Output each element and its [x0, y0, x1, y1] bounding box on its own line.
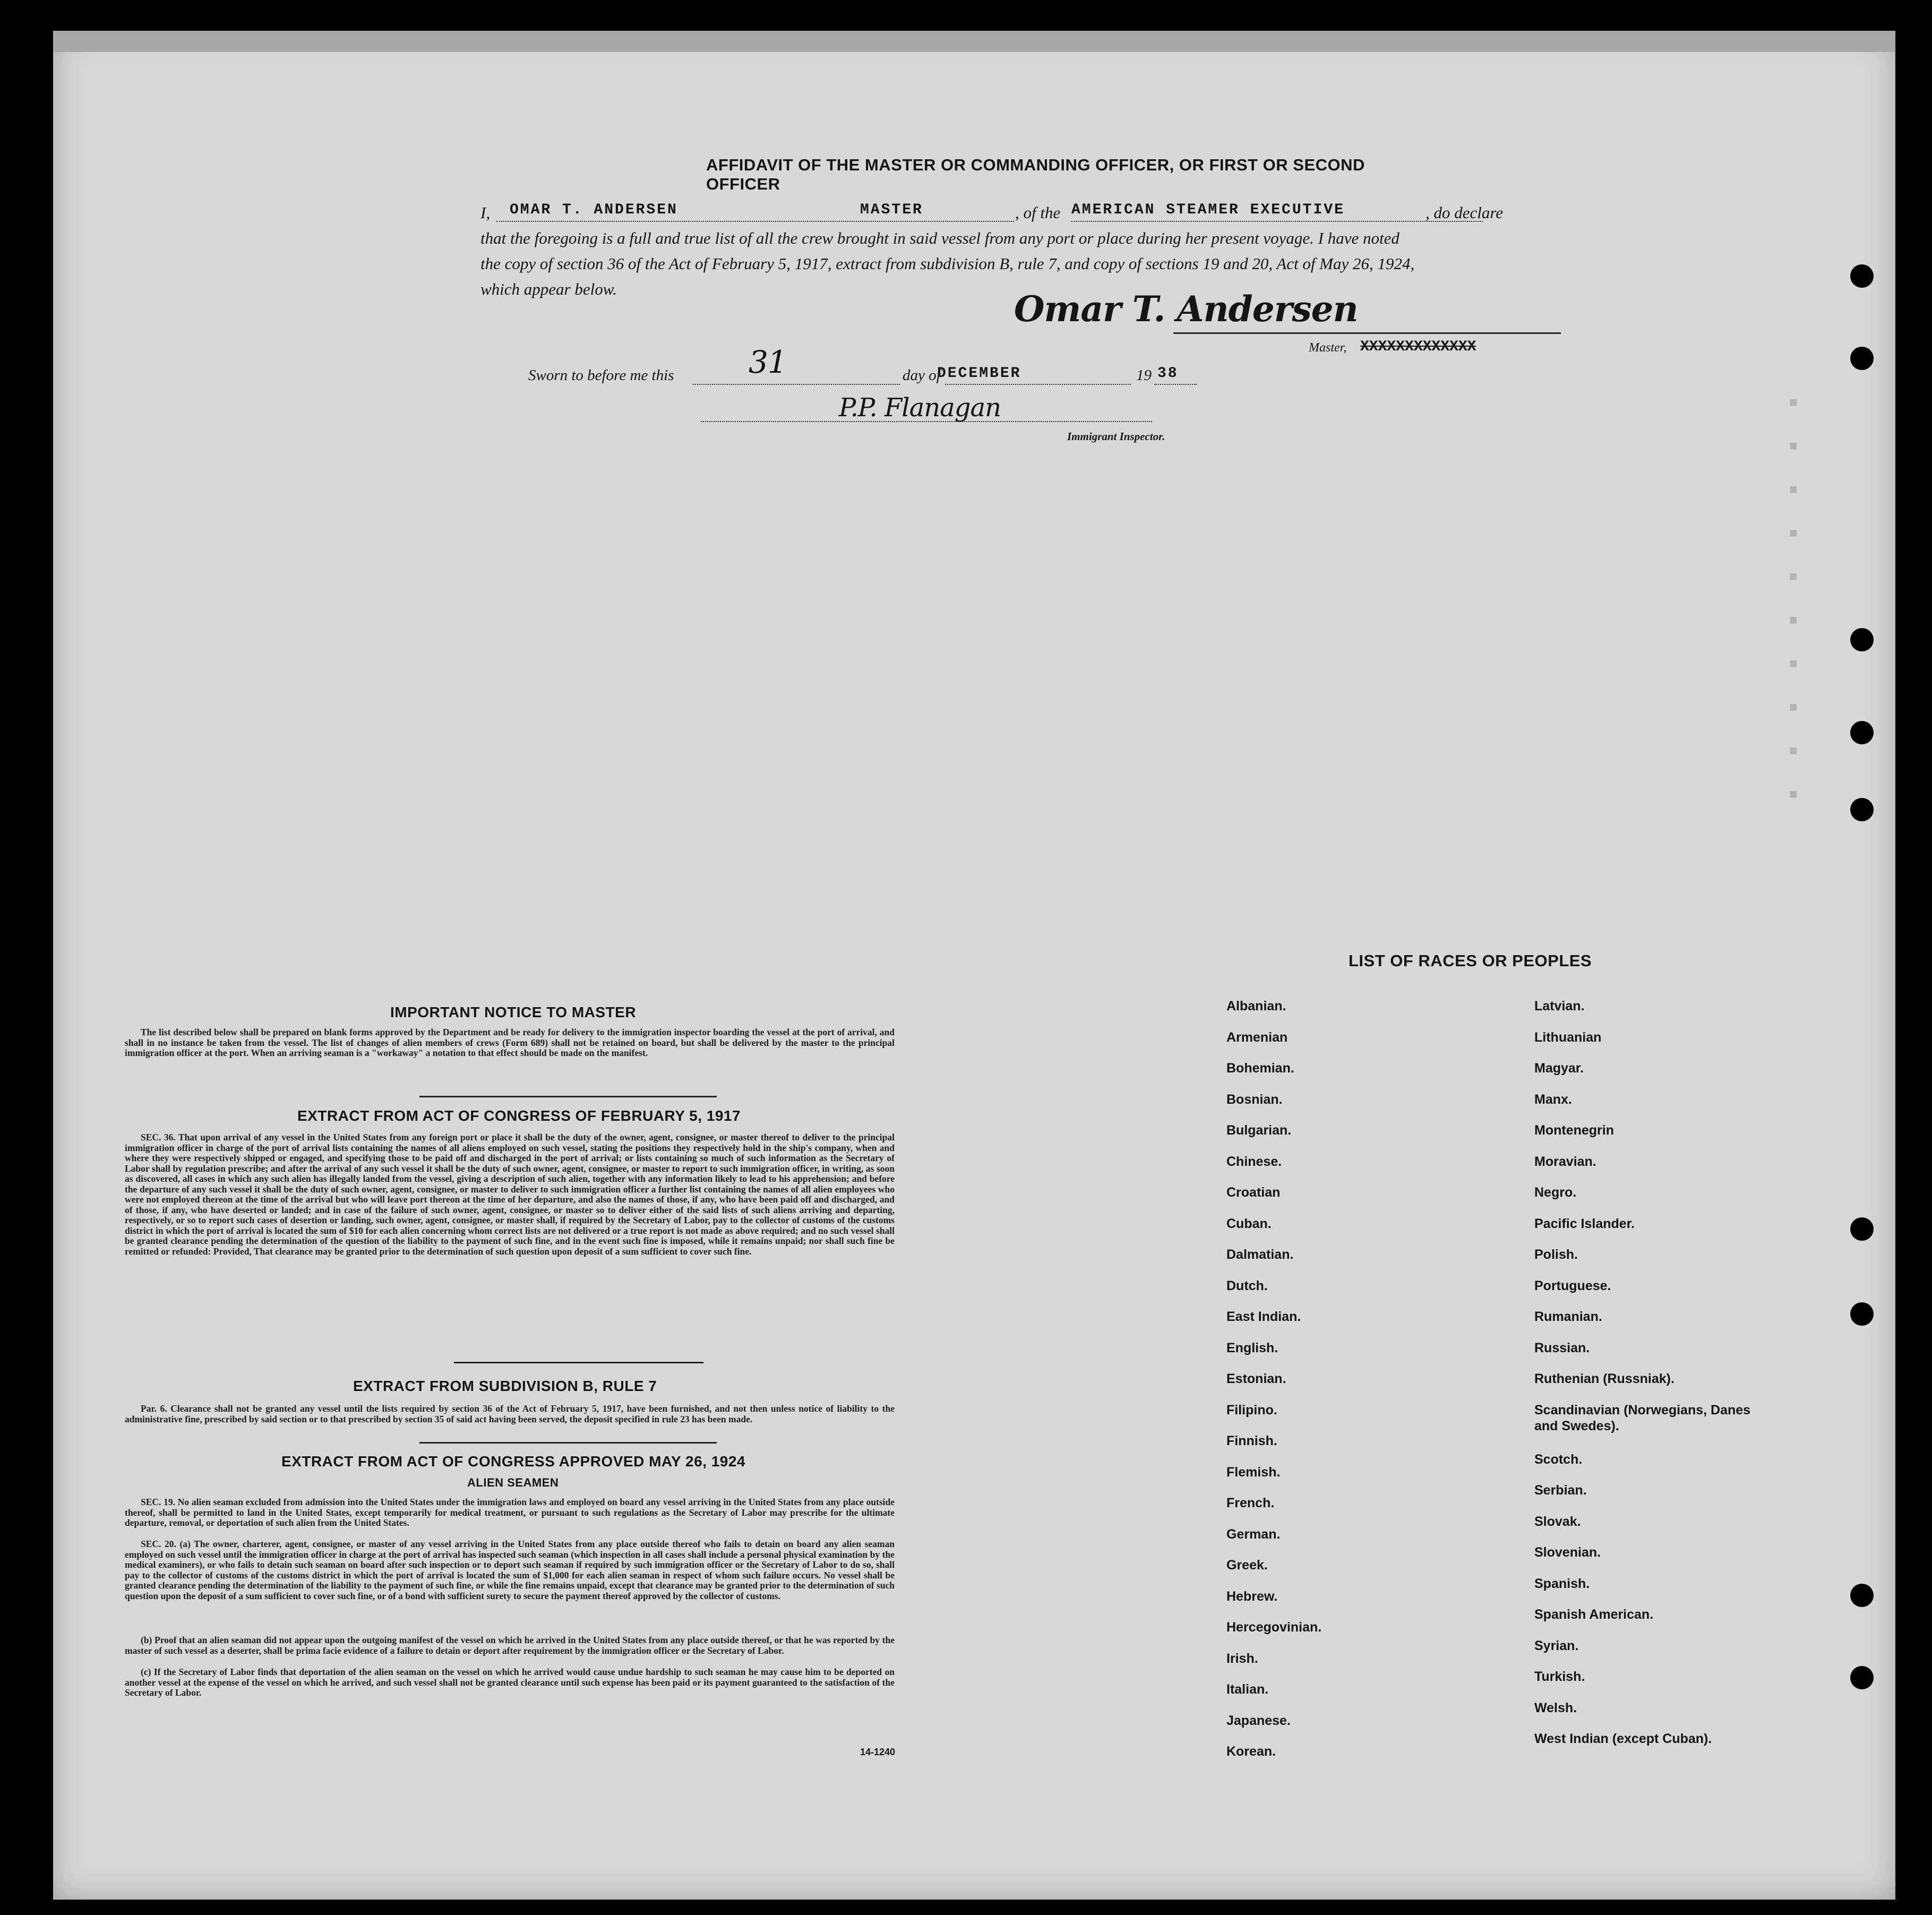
race-item: Syrian. [1534, 1638, 1579, 1653]
race-item: Estonian. [1226, 1371, 1286, 1386]
extract-1917-heading: EXTRACT FROM ACT OF CONGRESS OF FEBRUARY 5, 1917 [297, 1107, 741, 1124]
year-prefix: 19 [1136, 367, 1152, 384]
extract-1924-heading: EXTRACT FROM ACT OF CONGRESS APPROVED MAY 26, 1924 [281, 1453, 745, 1470]
sworn-month: DECEMBER [937, 365, 1021, 382]
race-item: Lithuanian [1534, 1029, 1602, 1045]
race-item: Pacific Islander. [1534, 1216, 1635, 1231]
race-item: Scandinavian (Norwegians, Danes and Swedes). [1534, 1402, 1751, 1433]
page-top-edge [53, 31, 1895, 52]
race-item: Moravian. [1534, 1154, 1596, 1169]
extract-1917-text: SEC. 36. That upon arrival of any vessel in the United States from any foreign port or place it shall be the duty of the owner, agent, consignee, or master thereof to deliver to the principal immigration officer in charge of the port of arrival lists containing the names of all aliens employed on such vessel, stating the positions they respectively hold in the ship's company, when and where they were respectively shipped or engaged, and specifying those to be paid off and discharged in the port of arrival; or lists containing so much of such information as the Secretary of Labor shall by regulation prescribe; and after the arrival of any such vessel it shall be the duty of such owner, agent, consignee, or master to report to such immigration officer, in writing, as soon as discovered, all cases in which any such alien has illegally landed from the vessel, giving a description of such alien, together with any information likely to lead to his apprehension; and before the departure of any such vessel it shall be the duty of such owner, agent, consignee, or master to deliver to such immigration officer a further list containing the names of all alien employees who were not employed thereon at the time of the arrival but who will leave port thereon at the time of her departure, and also the names of those, if any, who have been paid off and discharged, and of those, if any, who have deserted or landed; and in case of the failure of such owner, agent, consignee, or master so to deliver either of the said lists of such aliens arriving and departing, respectively, or so to report such cases of desertion or landing, such owner, agent, consignee, or master shall, if required by the Secretary of Labor, pay to the collector of customs of the customs district in which the port of arrival is located the sum of $10 for each alien concerning whom correct lists are not delivered or a true report is not made as above required; and no such vessel shall be granted clearance pending the determination of the question of the liability to the payment of such fine, and in the event such fine is imposed, while it remains unpaid; nor shall such fine be remitted or refunded: Provided, That clearance may be granted prior to the determination of such question upon deposit of a sum sufficient to cover such fine. [125, 1132, 895, 1257]
race-item: Croatian [1226, 1185, 1281, 1200]
punch-hole [1850, 1217, 1874, 1241]
sec19-text: SEC. 19. No alien seaman excluded from admission into the United States under the immigration laws and employed on board any vessel arriving in the United States from any place outside thereof, shall be permitted to land in the United States, except temporarily for medical treatment, or pursuant to such regulations as the Secretary of Labor may prescribe for the ultimate departure, removal, or deportation of such alien from the United States. [125, 1497, 895, 1528]
races-column-2 [1534, 998, 1768, 1762]
sworn-day: 31 [749, 344, 787, 380]
vessel-name: AMERICAN STEAMER EXECUTIVE [1071, 202, 1345, 218]
punch-hole [1850, 1584, 1874, 1607]
race-item: Montenegrin [1534, 1123, 1614, 1138]
race-item: Albanian. [1226, 999, 1286, 1014]
sec20b-text: (b) Proof that an alien seaman did not appear upon the outgoing manifest of the vessel on which he arrived in the United States from any place outside thereof, or that he was reported by the master of such vessel as a deserter, shall be prima facie evidence of a failure to detain or deport after requirement by the immigration officer or the Secretary of Labor. [125, 1635, 895, 1656]
vessel-underline [1071, 221, 1483, 222]
affidavit-title: AFFIDAVIT OF THE MASTER OR COMMANDING OFFICER, OR FIRST OR SECOND OFFICER [706, 156, 1365, 193]
year-suffix: 38 [1157, 365, 1179, 382]
race-item: Hebrew. [1226, 1588, 1278, 1604]
month-underline [945, 384, 1131, 385]
notice-text: The list described below shall be prepared on blank forms approved by the Department and be ready for delivery to the immigration inspector boarding the vessel at the port of arrival, and shall in no instance be taken from the vessel. The list of changes of alien members of crews (Form 689) shall not be retained on board, but shall be delivered by the master to the principal immigration officer at the port. When an arriving seaman is a "workaway" a notation to that effect should be made on the manifest. [125, 1027, 895, 1058]
punch-hole [1850, 628, 1874, 651]
race-item: Bulgarian. [1226, 1123, 1292, 1138]
race-item: Serbian. [1534, 1483, 1587, 1498]
declaration-line-4: which appear below. [480, 280, 617, 298]
day-of-label: day of [903, 367, 941, 384]
race-item: Armenian [1226, 1029, 1288, 1045]
do-declare-label: , do declare [1426, 203, 1504, 222]
race-item: Magyar. [1534, 1061, 1584, 1076]
race-item: Irish. [1226, 1651, 1258, 1666]
races-heading: LIST OF RACES OR PEOPLES [1349, 951, 1592, 970]
race-item: Flemish. [1226, 1464, 1281, 1480]
struck-officer-title: XXXXXXXXXXXXX [1360, 339, 1476, 355]
race-item: West Indian (except Cuban). [1534, 1731, 1712, 1746]
race-item: Italian. [1226, 1682, 1269, 1697]
race-item: Dutch. [1226, 1278, 1268, 1293]
punch-hole [1850, 798, 1874, 821]
race-item: Japanese. [1226, 1713, 1291, 1728]
punch-hole [1850, 264, 1874, 288]
inspector-label: Immigrant Inspector. [1067, 430, 1165, 443]
race-item: Manx. [1534, 1092, 1572, 1107]
inspector-signature: P.P. Flanagan [839, 393, 1001, 423]
race-item: Bohemian. [1226, 1061, 1294, 1076]
declaration-line-3: the copy of section 36 of the Act of February 5, 1917, extract from subdivision B, rule 7, and copy of sections 19 and 20, Act of May 26, 1924, [480, 254, 1415, 273]
bleed-through-column: ■ ■ ■ ■ ■ ■ ■ ■ ■ ■ [1789, 395, 1800, 803]
name-underline [496, 221, 1014, 222]
race-item: Welsh. [1534, 1700, 1577, 1715]
master-signature: Omar T. Andersen [1014, 288, 1358, 330]
section-divider [419, 1096, 717, 1097]
of-the-label: , of the [1015, 203, 1061, 222]
race-item: Bosnian. [1226, 1092, 1283, 1107]
punch-hole [1850, 1666, 1874, 1689]
notice-heading: IMPORTANT NOTICE TO MASTER [390, 1004, 637, 1020]
punch-hole [1850, 347, 1874, 370]
section-divider [454, 1362, 703, 1363]
race-item: East Indian. [1226, 1309, 1301, 1324]
race-item: Cuban. [1226, 1216, 1272, 1231]
races-column-1 [1226, 998, 1449, 1775]
race-item: Portuguese. [1534, 1278, 1611, 1293]
affidavit-pronoun: I, [480, 203, 491, 222]
race-item: Hercegovinian. [1226, 1620, 1322, 1635]
race-item: Chinese. [1226, 1154, 1282, 1169]
section-divider [419, 1442, 717, 1444]
race-item: Spanish American. [1534, 1607, 1654, 1622]
race-item: Rumanian. [1534, 1309, 1602, 1324]
race-item: German. [1226, 1526, 1281, 1542]
master-position: MASTER [860, 202, 923, 218]
race-item: Korean. [1226, 1744, 1276, 1759]
declaration-line-2: that the foregoing is a full and true list of all the crew brought in said vessel from any port or place during her present voyage. I have noted [480, 229, 1399, 247]
sec20a-text: SEC. 20. (a) The owner, charterer, agent, consignee, or master of any vessel arriving in the United States from any place outside thereof who fails to detain on board any alien seaman employed on such vessel until the immigration officer in charge at the port of arrival has inspected such seaman (which inspection in all cases shall include a personal physical examination by the medical examiners), or who fails to detain such seaman on board after such inspection or to deport such seaman if required by such immigration officer or the Secretary of Labor to do so, shall pay to the collector of customs of the customs district in which the port of arrival is located the sum of $1,000 for each alien seaman in respect of whom such failure occurs. No vessel shall be granted clearance pending the determination of the liability to the payment of such fine, or while the fine remains unpaid, except that clearance may be granted prior to the determination of such question upon the deposit of a sum sufficient to cover such fine, or of a bond with sufficient surety to secure the payment thereof approved by the collector of customs. [125, 1539, 895, 1601]
race-item: Filipino. [1226, 1402, 1277, 1418]
alien-seamen-subheading: ALIEN SEAMEN [467, 1476, 559, 1489]
race-item: Turkish. [1534, 1669, 1585, 1684]
race-item: Latvian. [1534, 999, 1585, 1014]
race-item: Ruthenian (Russniak). [1534, 1371, 1675, 1386]
rule7-text: Par. 6. Clearance shall not be granted any vessel until the lists required by section 36 of the Act of February 5, 1917, have been furnished, and not then unless notice of liability to the administrative fine, prescribed by said section or to that prescribed by section 35 of said act having been served, the deposit specified in rule 23 has been made. [125, 1403, 895, 1424]
rule7-heading: EXTRACT FROM SUBDIVISION B, RULE 7 [353, 1378, 657, 1394]
punch-hole [1850, 721, 1874, 744]
race-item: Negro. [1534, 1185, 1577, 1200]
race-item: Greek. [1226, 1558, 1268, 1573]
race-item: English. [1226, 1340, 1278, 1355]
year-underline [1154, 384, 1197, 385]
signature-underline [1173, 332, 1561, 334]
race-item: Russian. [1534, 1340, 1590, 1355]
race-item: Scotch. [1534, 1452, 1583, 1467]
race-item: French. [1226, 1496, 1275, 1510]
punch-hole [1850, 1302, 1874, 1326]
sec20c-text: (c) If the Secretary of Labor finds that deportation of the alien seaman on the vessel on which he arrived would cause undue hardship to such seaman he may cause him to be deported on another vessel at the expense of the vessel on which he arrived, and such vessel shall not be granted clearance until such expense has been paid or its payment guaranteed to the satisfaction of the Secretary of Labor. [125, 1667, 895, 1698]
document-page [53, 31, 1895, 1900]
race-item: Finnish. [1226, 1433, 1277, 1448]
form-number: 14-1240 [860, 1747, 896, 1757]
master-label: Master, [1309, 341, 1347, 355]
race-item: Slovak. [1534, 1514, 1581, 1529]
race-item: Polish. [1534, 1247, 1578, 1262]
master-name: OMAR T. ANDERSEN [510, 202, 678, 218]
sworn-label: Sworn to before me this [528, 367, 674, 384]
race-item: Spanish. [1534, 1576, 1590, 1591]
race-item: Dalmatian. [1226, 1247, 1294, 1262]
sworn-day-underline [693, 384, 900, 385]
race-item: Slovenian. [1534, 1545, 1601, 1560]
